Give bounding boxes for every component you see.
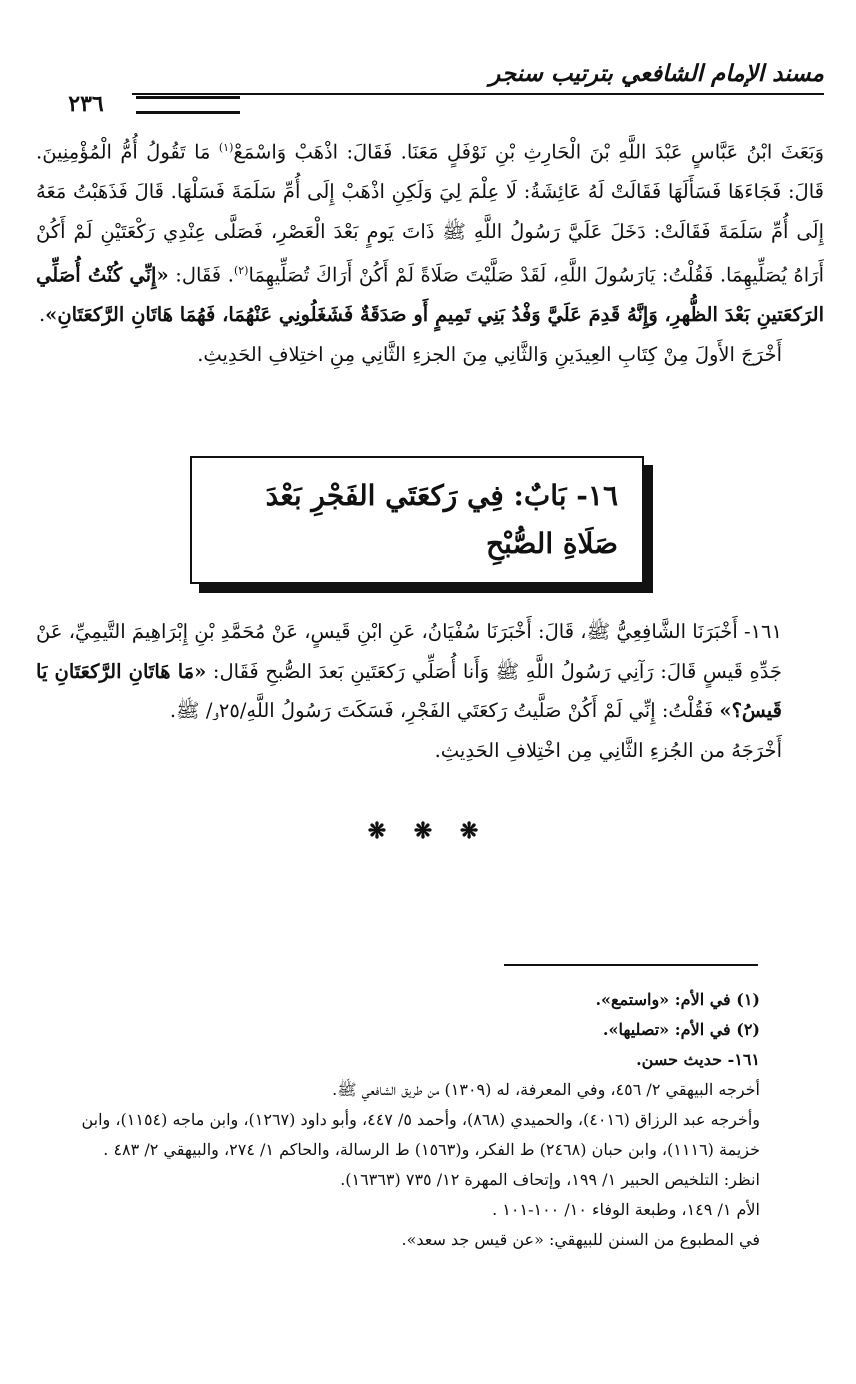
para1-text-c: . فَقَال: bbox=[168, 263, 234, 287]
running-title: مسند الإمام الشافعي بترتيب سنجر bbox=[489, 60, 824, 87]
folio-double-rule bbox=[136, 96, 240, 114]
paragraph-3: أَخْرَجَهُ من الجُزءِ الثَّانِي مِن اخْتِلافِ الحَدِيثِ. bbox=[434, 738, 782, 762]
chapter-heading-box bbox=[190, 456, 644, 584]
hadith-161-text-a: ١٦١- أَخْبَرَنَا الشَّافِعِيُّ ﷺ، قَالَ: أَخْبَرَنَا سُفْيَانُ، عَنِ ابْنِ قَيسٍ، عَنْ مُحَمَّدِ بْنِ إِبْرَاهِيمَ التَّيمِيِّ، عَنْ جَدِّهِ قَيسٍ قَالَ: رَآنِي رَسُولُ اللَّهِ ﷺ وَأَنا أُصَلِّي رَكعَتَينِ بَعدَ الصُّبحِ فَقَال: bbox=[36, 620, 782, 683]
main-text-top bbox=[36, 128, 824, 374]
footnote-source-2: وأخرجه عبد الرزاق (٤٠١٦)، والحميدي (٨٦٨)، وأحمد ٥/ ٤٤٧، وأبو داود (١٢٦٧)، وابن ماجه (١١٥٤)، وابن خزيمة (١١١٦)، وابن حبان (٢٤٦٨) ط الفكر، و(١٥٦٣) ط الرسالة، والحاكم ١/ ٢٧٤، والبيهقي ٢/ ٤٨٣ . bbox=[81, 1110, 760, 1159]
footnote-1: (١) في الأم: «واستمع». bbox=[595, 990, 760, 1009]
footnote-source-5: في المطبوع من السنن للبيهقي: «عن قيس جد سعد». bbox=[401, 1230, 760, 1249]
folio-bar bbox=[40, 90, 240, 117]
footnote-source-3: انظر: التلخيص الحبير ١/ ١٩٩، وإتحاف المهرة ١٢/ ٧٣٥ (١٦٣٦٣). bbox=[340, 1170, 760, 1189]
footnotes bbox=[36, 985, 760, 1255]
paragraph-1 bbox=[36, 128, 824, 335]
footnote-ref-1: (١) bbox=[218, 141, 234, 154]
footnote-ref-2: (٢) bbox=[233, 264, 249, 277]
footnote-3: ١٦١- حديث حسن. bbox=[636, 1050, 760, 1069]
main-text-bottom bbox=[36, 612, 824, 770]
footnote-source-4: الأم ١/ ١٤٩، وطبعة الوفاء ١٠/ ١٠٠-١٠١ . bbox=[492, 1200, 760, 1219]
section-ornament: ❋ ❋ ❋ bbox=[367, 818, 489, 844]
page-number: ٢٣٦ bbox=[40, 90, 132, 118]
paragraph-2: أَخْرَجَ الأَولَ مِنْ كِتَابِ العِيدَينِ وَالثَّانِي مِنَ الجزءِ الثَّانِي مِنِ اختِلافِ الحَدِيثِ. bbox=[197, 342, 782, 366]
hadith-161 bbox=[36, 612, 824, 731]
chapter-title: ١٦- بَابٌ: فِي رَكعَتَي الفَجْرِ بَعْدَ صَلَاةِ الصُّبْحِ bbox=[265, 479, 618, 560]
para1-text-d: . bbox=[38, 303, 46, 326]
footnote-2: (٢) في الأم: «تصليها». bbox=[602, 1020, 760, 1039]
footnote-source-1: أخرجه البيهقي ٢/ ٤٥٦، وفي المعرفة، له (١٣٠٩) من طريق الشافعي ﷺ. bbox=[332, 1080, 760, 1099]
hadith-161-quote: «مَا هَاتَانِ الرَّكعَتَانِ يَا قَيسُ؟» bbox=[36, 659, 782, 722]
para1-prophetic-quote: «إِنِّي كُنْتُ أُصَلِّي الرَكعَتينِ بَعْدَ الظُّهرِ، وَإِنَّهُ قَدِمَ عَلَيَّ وَفْدُ بَنِي تَمِيمٍ أَو صَدَقَةٌ فَشَغَلُونِي عَنْهُمَا، فَهُمَا هَاتَانِ الرَّكعَتَانِ» bbox=[36, 263, 824, 326]
para1-text-a: وَبَعَثَ ابْنُ عَبَّاسٍ عَبْدَ اللَّهِ بْنَ الْحَارِثِ بْنِ نَوْفَلٍ مَعَنَا. فَقَالَ: اذْهَبْ وَاسْمَعْ bbox=[233, 140, 825, 164]
footnote-rule bbox=[504, 964, 758, 966]
para1-text-b: مَا تَقُولُ أُمُّ الْمُؤْمِنِينَ. قَالَ: فَجَاءَهَا فَسَأَلَهَا فَقَالَتْ لَهُ عَائِشَةُ: لَا عِلْمَ لِيَ وَلَكِنِ اذْهَبْ إِلَى أُمِّ سَلَمَةَ فَسَلْهَا. قَالَ فَذَهَبْتُ مَعَهُ إِلَى أُمِّ سَلَمَةَ فَقَالَتْ: دَخَلَ عَلَيَّ رَسُولُ اللَّهِ ﷺ ذَاتَ يَومٍ بَعْدَ الْعَصْرِ، فَصَلَّى عِنْدِي رَكْعَتَيْنِ لَمْ أَكُنْ أَرَاهُ يُصَلِّيهِمَا. فَقُلْتُ: يَارَسُولَ اللَّهِ، لَقَدْ صَلَّيْتَ صَلَاةً لَمْ أَكُنْ أَرَاكَ تُصَلِّيهِمَا bbox=[36, 140, 825, 287]
hadith-161-text-b: فَقُلْتُ: إِنِّي لَمْ أَكُنْ صَلَّيتُ رَكعَتَي الفَجْرِ، فَسَكَتَ رَسُولُ اللَّهِ/٢٥و/ ﷺ. bbox=[169, 699, 720, 722]
